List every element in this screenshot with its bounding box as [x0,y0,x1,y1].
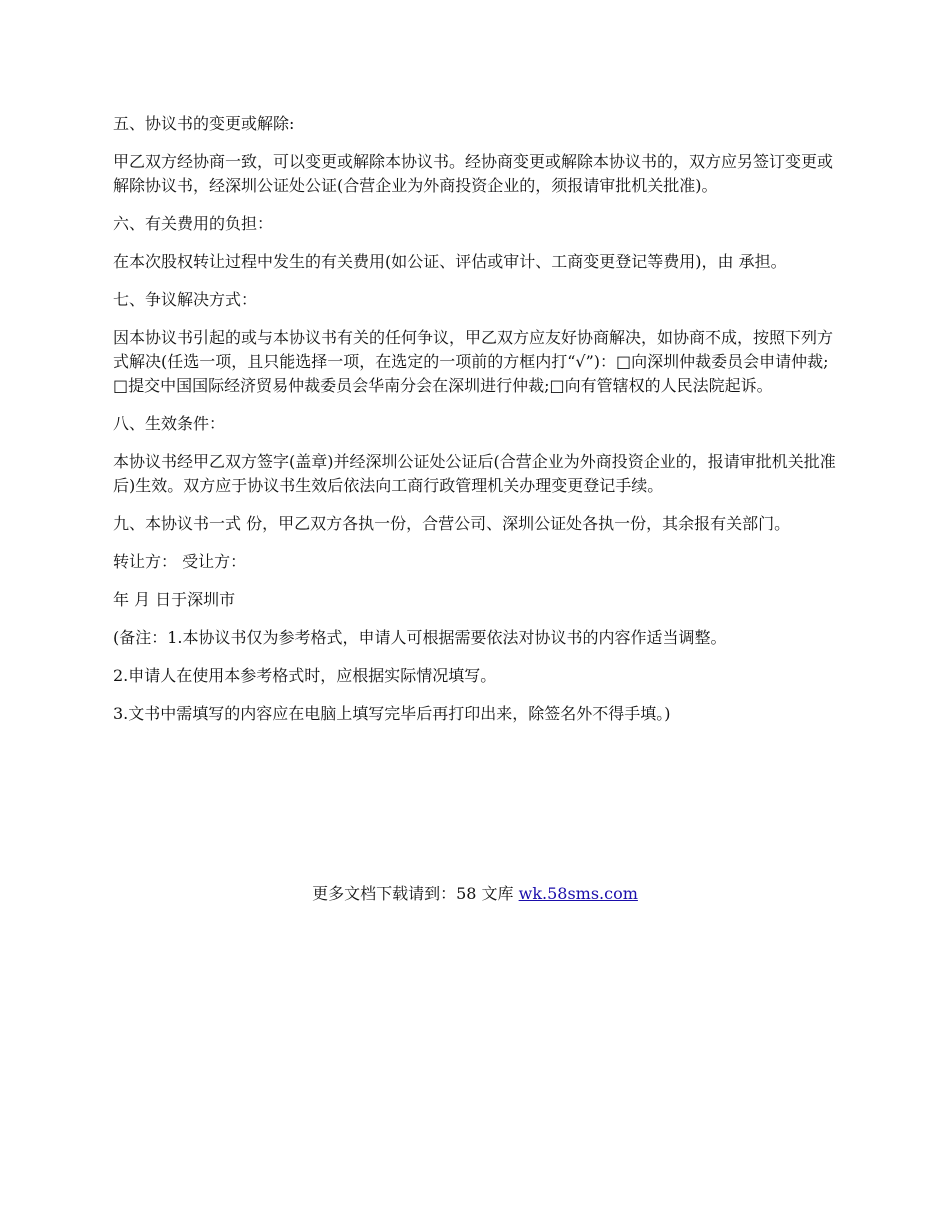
document-body [113,112,841,740]
note-line-1: (备注：1.本协议书仅为参考格式，申请人可根据需要依法对协议书的内容作适当调整。 [113,628,727,647]
section-5-body: 甲乙双方经协商一致，可以变更或解除本协议书。经协商变更或解除本协议书的，双方应另签订变更或解除协议书，经深圳公证处公证(合营企业为外商投资企业的，须报请审批机关批准)。 [113,152,834,195]
section-6-heading: 六、有关费用的负担： [113,214,274,233]
footer-link[interactable]: wk.58sms.com [518,884,638,903]
note-line-2: 2.申请人在使用本参考格式时，应根据实际情况填写。 [113,666,497,685]
section-9-body: 九、本协议书一式 份，甲乙双方各执一份，合营公司、深圳公证处各执一份，其余报有关部门。 [113,514,791,533]
note-line-3: 3.文书中需填写的内容应在电脑上填写完毕后再打印出来，除签名外不得手填。) [113,704,671,723]
section-5-heading: 五、协议书的变更或解除: [113,114,295,133]
footer-prefix: 更多文档下载请到：58 文库 [312,884,519,903]
download-footer [0,882,950,906]
section-8-heading: 八、生效条件： [113,414,226,433]
section-8-body: 本协议书经甲乙双方签字(盖章)并经深圳公证处公证后(合营企业为外商投资企业的，报请审批机关批准后)生效。双方应于协议书生效后依法向工商行政管理机关办理变更登记手续。 [113,452,836,495]
signature-parties: 转让方： 受让方： [113,552,247,571]
section-6-body: 在本次股权转让过程中发生的有关费用(如公证、评估或审计、工商变更登记等费用)，由 承担。 [113,252,787,271]
section-7-heading: 七、争议解决方式： [113,290,258,309]
section-7-body: 因本协议书引起的或与本协议书有关的任何争议，甲乙双方应友好协商解决，如协商不成，按照下列方式解决(任选一项，且只能选择一项，在选定的一项前的方框内打“√”)：□向深圳仲裁委员会申请仲裁;□提交中国国际经济贸易仲裁委员会华南分会在深圳进行仲裁;□向有管辖权的人民法院起诉。 [113,328,834,395]
signing-date-place: 年 月 日于深圳市 [113,590,236,609]
